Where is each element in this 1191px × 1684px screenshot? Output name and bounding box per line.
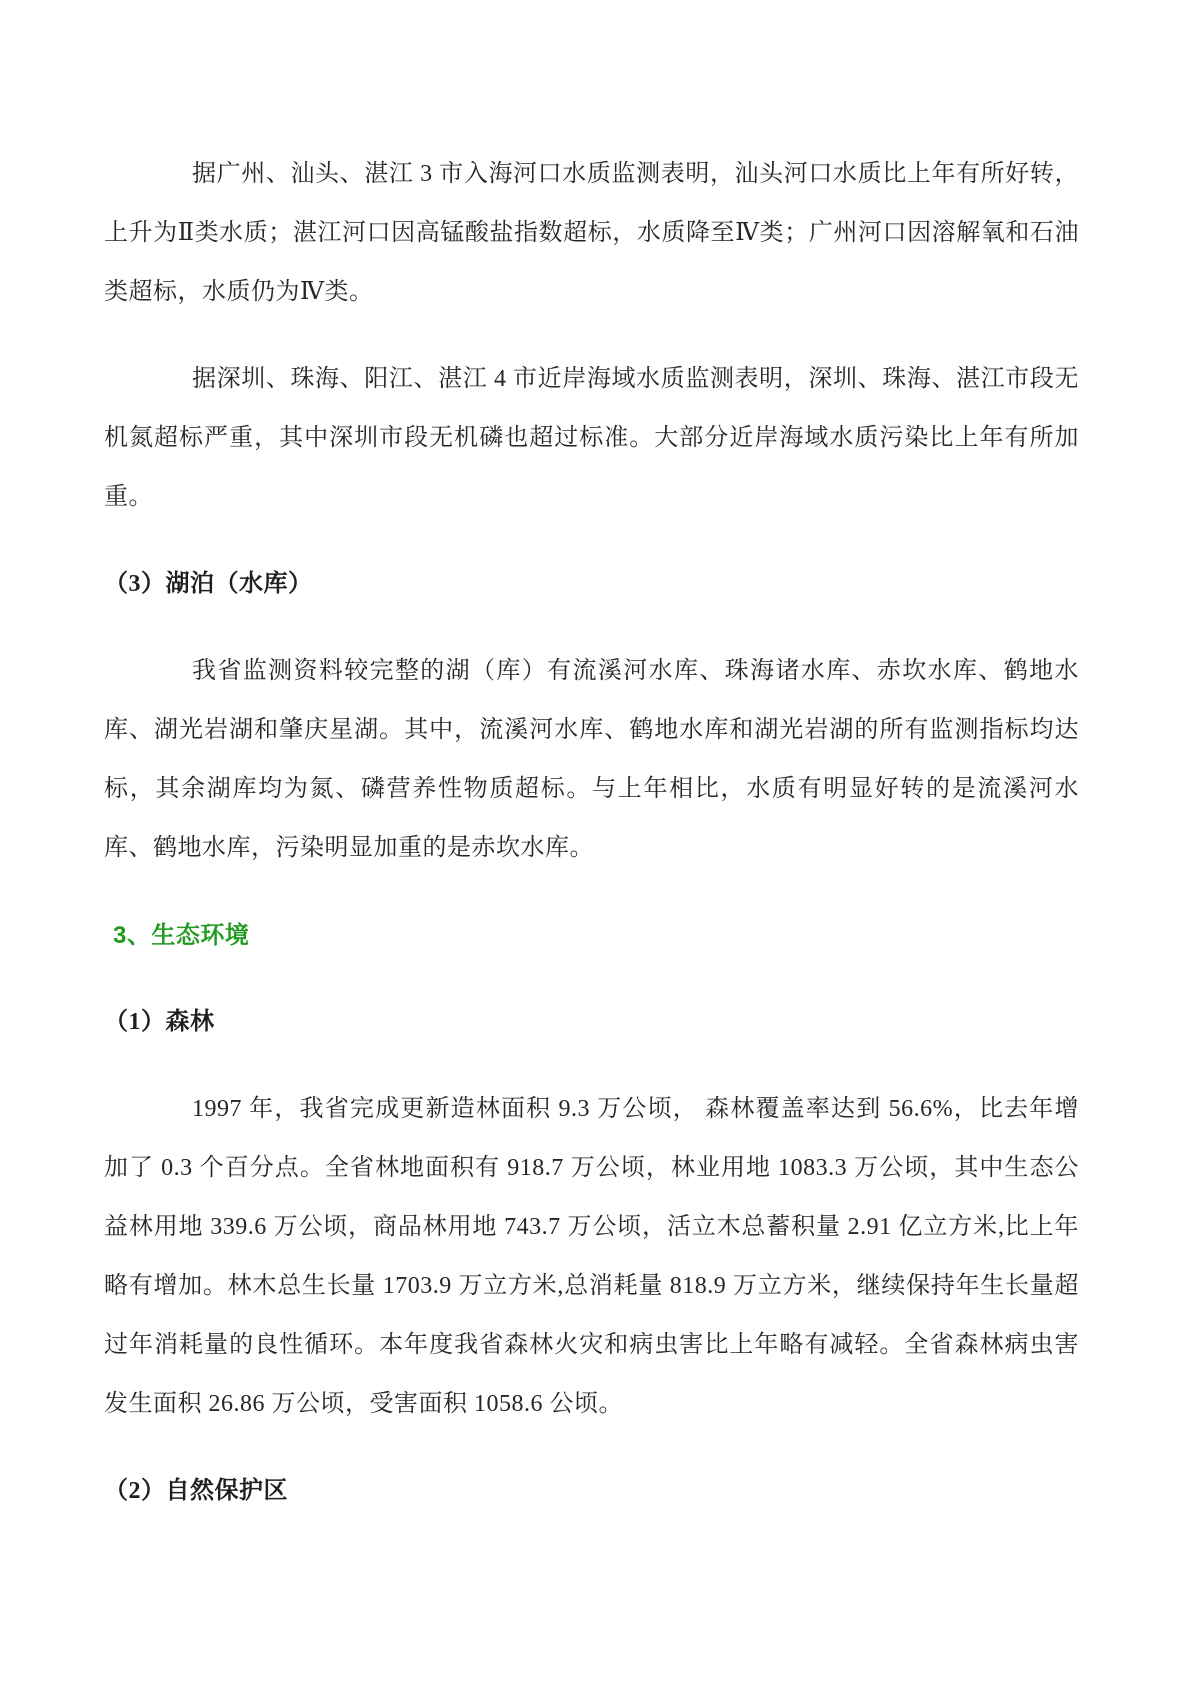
paragraph-coastal-water-quality: 据深圳、珠海、阳江、湛江 4 市近岸海域水质监测表明，深圳、珠海、湛江市段无机氮超标严重，其中深圳市段无机磷也超过标准。大部分近岸海域水质污染比上年有所加重。 (104, 366, 1079, 510)
heading-nature-reserves: （2）自然保护区 (104, 1478, 288, 1504)
paragraph-lakes-reservoirs: 我省监测资料较完整的湖（库）有流溪河水库、珠海诸水库、赤坎水库、鹤地水库、湖光岩湖和肇庆星湖。其中，流溪河水库、鹤地水库和湖光岩湖的所有监测指标均达标，其余湖库均为氮、磷营养性物质超标。与上年相比，水质有明显好转的是流溪河水库、鹤地水库，污染明显加重的是赤坎水库。 (104, 658, 1079, 861)
heading-lakes-reservoirs: （3）湖泊（水库） (104, 571, 313, 597)
heading-forest: （1）森林 (104, 1009, 215, 1035)
heading-ecological-environment: 3、生态环境 (113, 922, 250, 949)
paragraph-estuary-water-quality: 据广州、汕头、湛江 3 市入海河口水质监测表明，汕头河口水质比上年有所好转，上升为Ⅱ类水质；湛江河口因高锰酸盐指数超标，水质降至Ⅳ类；广州河口因溶解氧和石油类超标，水质仍为Ⅳ类。 (104, 161, 1079, 305)
paragraph-forest: 1997 年，我省完成更新造林面积 9.3 万公顷， 森林覆盖率达到 56.6%，比去年增加了 0.3 个百分点。全省林地面积有 918.7 万公顷，林业用地 1083.3 万公顷，其中生态公益林用地 339.6 万公顷，商品林用地 743.7 万公顷，活立木总蓄积量 2.91 亿立方米,比上年略有增加。林木总生长量 1703.9 万立方米,总消耗量 818.9 万立方米，继续保持年生长量超过年消耗量的良性循环。本年度我省森林火灾和病虫害比上年略有减轻。全省森林病虫害发生面积 26.86 万公顷，受害面积 1058.6 公顷。 (104, 1096, 1079, 1417)
